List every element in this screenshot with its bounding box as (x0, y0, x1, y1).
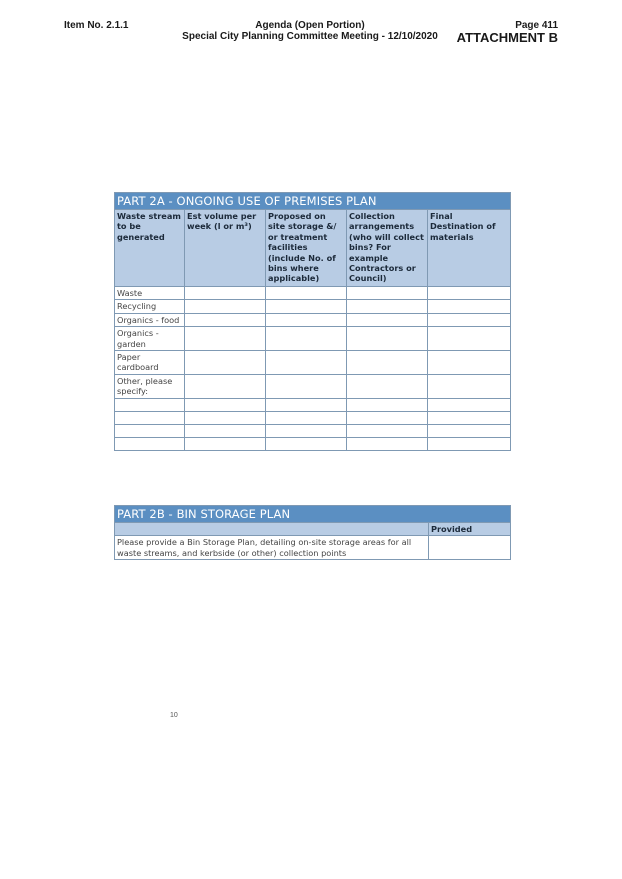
entry-cell[interactable] (428, 313, 511, 326)
blank-header-cell (115, 523, 429, 536)
provided-header: Provided (429, 523, 511, 536)
entry-cell[interactable] (347, 437, 428, 450)
entry-cell[interactable] (428, 437, 511, 450)
column-header: Final Destination of materials (428, 210, 511, 287)
waste-stream-cell: Organics - garden (115, 327, 185, 351)
waste-stream-cell: Recycling (115, 300, 185, 313)
entry-cell[interactable] (428, 287, 511, 300)
part-2a-table (114, 192, 511, 451)
part-2b-subheader-row (115, 523, 511, 536)
table-row (115, 327, 511, 351)
entry-cell[interactable] (347, 300, 428, 313)
part-2b-requirement-row (115, 536, 511, 560)
entry-cell[interactable] (266, 351, 347, 375)
entry-cell[interactable] (266, 398, 347, 411)
table-row (115, 351, 511, 375)
agenda-line-1: Agenda (Open Portion) (255, 20, 365, 31)
entry-cell[interactable] (347, 327, 428, 351)
table-row (115, 374, 511, 398)
entry-cell[interactable] (266, 327, 347, 351)
table-row (115, 437, 511, 450)
waste-stream-cell (115, 437, 185, 450)
table-row (115, 411, 511, 424)
entry-cell[interactable] (428, 374, 511, 398)
waste-stream-cell: Waste (115, 287, 185, 300)
entry-cell[interactable] (428, 327, 511, 351)
column-header: Collection arrangements (who will collect bins? For example Contractors or Council) (347, 210, 428, 287)
entry-cell[interactable] (266, 300, 347, 313)
entry-cell[interactable] (347, 398, 428, 411)
attachment-label: ATTACHMENT B (456, 30, 558, 45)
part-2b-title-row (115, 506, 511, 523)
entry-cell[interactable] (347, 287, 428, 300)
entry-cell[interactable] (185, 327, 266, 351)
entry-cell[interactable] (266, 287, 347, 300)
entry-cell[interactable] (185, 411, 266, 424)
waste-stream-cell: Organics - food (115, 313, 185, 326)
page-number: 10 (170, 712, 178, 719)
waste-stream-cell (115, 411, 185, 424)
entry-cell[interactable] (266, 411, 347, 424)
entry-cell[interactable] (428, 398, 511, 411)
entry-cell[interactable] (347, 424, 428, 437)
item-number: Item No. 2.1.1 (64, 20, 129, 31)
part-2b-title: PART 2B - BIN STORAGE PLAN (115, 506, 511, 523)
column-header: Waste stream to be generated (115, 210, 185, 287)
entry-cell[interactable] (266, 374, 347, 398)
entry-cell[interactable] (185, 398, 266, 411)
table-row (115, 398, 511, 411)
entry-cell[interactable] (347, 313, 428, 326)
waste-stream-cell (115, 424, 185, 437)
entry-cell[interactable] (266, 313, 347, 326)
bin-storage-requirement: Please provide a Bin Storage Plan, detailing on-site storage areas for all waste streams, and kerbside (or other) collection points (115, 536, 429, 560)
part-2a-title: PART 2A - ONGOING USE OF PREMISES PLAN (115, 193, 511, 210)
waste-stream-cell: Other, please specify: (115, 374, 185, 398)
entry-cell[interactable] (185, 300, 266, 313)
column-header: Proposed on site storage &/ or treatment facilities (include No. of bins where applicable) (266, 210, 347, 287)
table-row (115, 313, 511, 326)
entry-cell[interactable] (266, 424, 347, 437)
entry-cell[interactable] (428, 411, 511, 424)
waste-stream-cell (115, 398, 185, 411)
agenda-heading (160, 20, 460, 42)
table-row (115, 300, 511, 313)
entry-cell[interactable] (347, 411, 428, 424)
entry-cell[interactable] (185, 374, 266, 398)
entry-cell[interactable] (266, 437, 347, 450)
entry-cell[interactable] (428, 424, 511, 437)
page-label: Page 411 (515, 20, 558, 31)
part-2a-header-row (115, 210, 511, 287)
provided-cell[interactable] (429, 536, 511, 560)
part-2b-table (114, 505, 511, 560)
entry-cell[interactable] (428, 351, 511, 375)
entry-cell[interactable] (185, 313, 266, 326)
entry-cell[interactable] (185, 437, 266, 450)
part-2a-title-row (115, 193, 511, 210)
table-row (115, 287, 511, 300)
column-header: Est volume per week (l or m³) (185, 210, 266, 287)
entry-cell[interactable] (347, 374, 428, 398)
entry-cell[interactable] (185, 424, 266, 437)
entry-cell[interactable] (428, 300, 511, 313)
entry-cell[interactable] (185, 351, 266, 375)
entry-cell[interactable] (347, 351, 428, 375)
agenda-line-2: Special City Planning Committee Meeting - 12/10/2020 (182, 31, 438, 42)
table-row (115, 424, 511, 437)
entry-cell[interactable] (185, 287, 266, 300)
waste-stream-cell: Paper cardboard (115, 351, 185, 375)
part-2a-body (115, 287, 511, 451)
